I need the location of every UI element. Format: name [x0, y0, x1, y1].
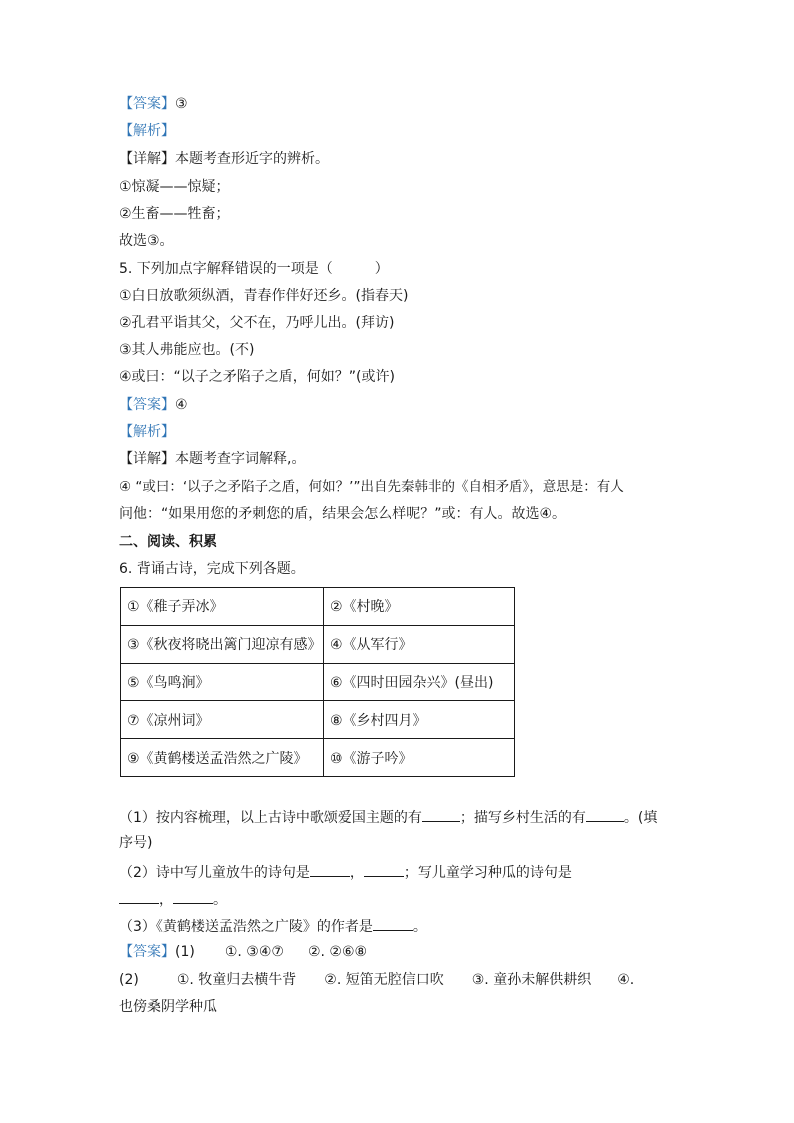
- q5-option-4: ④或曰：“以子之矛陷子之盾，何如？”(或许): [119, 369, 395, 385]
- table-row: [121, 588, 515, 626]
- q5-analysis-tag: 【解析】: [119, 424, 175, 440]
- answer-label: (1): [175, 944, 195, 960]
- table-cell: ③《秋夜将晓出篱门迎凉有感》: [121, 625, 324, 663]
- q5-option-2: ②孔君平诣其父，父不在，乃呼儿出。(拜访): [119, 315, 395, 331]
- poem-table: [120, 587, 515, 777]
- q5-question: 5. 下列加点字解释错误的一项是（ ）: [119, 261, 389, 277]
- answer-tag: 【答案】: [119, 397, 175, 413]
- table-cell: ⑦《凉州词》: [121, 701, 324, 739]
- sub2-text: （2）诗中写儿童放牛的诗句是: [119, 865, 310, 881]
- answer-blank: [310, 862, 350, 877]
- answer-value: ④: [175, 397, 188, 413]
- answer-blank: [364, 862, 404, 877]
- answer-item: ④.: [617, 972, 635, 988]
- answer-tag: 【答案】: [119, 944, 175, 960]
- q6-answer-2-cont: 也傍桑阴学种瓜: [119, 999, 217, 1015]
- table-row: [121, 663, 515, 701]
- detail-tag: 【详解】: [119, 151, 175, 167]
- answer-item: ③. 童孙未解供耕织: [471, 972, 592, 988]
- table-cell: ①《稚子弄冰》: [121, 588, 324, 626]
- answer-blank: [119, 889, 159, 904]
- detail-tag: 【详解】: [119, 451, 175, 467]
- q4-line-3: 故选③。: [119, 233, 174, 249]
- table-row: [121, 625, 515, 663]
- q5-explain-2: 问他：“如果用您的矛刺您的盾，结果会怎么样呢？”或：有人。故选④。: [119, 506, 567, 522]
- answer-item: ②. ②⑥⑧: [307, 944, 368, 960]
- q5-option-1: ①白日放歌须纵酒，青春作伴好还乡。(指春天): [119, 288, 409, 304]
- table-cell: ⑩《游子吟》: [324, 739, 515, 777]
- q6-sub1-cont: 序号): [119, 835, 153, 851]
- sub3-text: 。: [412, 919, 427, 935]
- answer-blank: [173, 889, 213, 904]
- sub3-text: （3）《黄鹤楼送孟浩然之广陵》的作者是: [119, 919, 373, 935]
- answer-blank: [422, 807, 460, 822]
- table-cell: ⑨《黄鹤楼送孟浩然之广陵》: [121, 739, 324, 777]
- table-cell: ⑥《四时田园杂兴》(昼出): [324, 663, 515, 701]
- table-cell: ⑧《乡村四月》: [324, 701, 515, 739]
- sub2-text: ；写儿童学习种瓜的诗句是: [403, 865, 572, 881]
- sub1-text: 。(填: [623, 810, 658, 826]
- q4-line-1: ①惊凝——惊疑；: [119, 179, 230, 195]
- answer-blank: [373, 916, 413, 931]
- answer-item: ①. ③④⑦: [224, 944, 284, 960]
- answer-value: ③: [175, 96, 188, 112]
- section-title: 二、阅读、积累: [119, 534, 217, 550]
- q6-question: 6. 背诵古诗，完成下列各题。: [119, 561, 305, 577]
- q5-detail: [119, 450, 305, 468]
- q5-explain-1: ④ “或曰：‘以子之矛陷子之盾，何如？’”出自先秦韩非的《自相矛盾》，意思是：有人: [119, 479, 624, 495]
- q6-sub2-cont: [119, 889, 227, 909]
- q6-sub2: [119, 862, 572, 882]
- q4-analysis-tag: 【解析】: [119, 123, 175, 139]
- q6-answer-2: [119, 971, 634, 989]
- q5-answer: [119, 396, 188, 414]
- answer-item: ②. 短笛无腔信口吹: [324, 972, 444, 988]
- q5-option-3: ③其人弗能应也。(不): [119, 342, 255, 358]
- sub1-text: ；描写乡村生活的有: [459, 810, 586, 826]
- sub2-text: ，: [159, 892, 173, 908]
- q6-answer-1: [119, 943, 367, 961]
- answer-blank: [586, 807, 624, 822]
- sub1-text: （1）按内容梳理，以上古诗中歌颂爱国主题的有: [119, 810, 422, 826]
- sub2-text: ，: [349, 865, 364, 881]
- answer-label: (2): [119, 972, 139, 988]
- table-cell: ⑤《鸟鸣涧》: [121, 663, 324, 701]
- q6-sub1: [119, 807, 657, 827]
- table-row: [121, 701, 515, 739]
- q4-detail: [119, 150, 329, 168]
- answer-item: ①. 牧童归去横牛背: [176, 972, 297, 988]
- table-row: [121, 739, 515, 777]
- answer-tag: 【答案】: [119, 96, 175, 112]
- q6-sub3: [119, 916, 427, 936]
- q4-line-2: ②生畜——牲畜；: [119, 206, 230, 222]
- sub2-text: 。: [213, 892, 227, 908]
- table-cell: ④《从军行》: [324, 625, 515, 663]
- detail-text: 本题考查字词解释,。: [175, 451, 306, 467]
- detail-text: 本题考查形近字的辨析。: [175, 151, 329, 167]
- table-cell: ②《村晚》: [324, 588, 515, 626]
- q4-answer: [119, 95, 188, 113]
